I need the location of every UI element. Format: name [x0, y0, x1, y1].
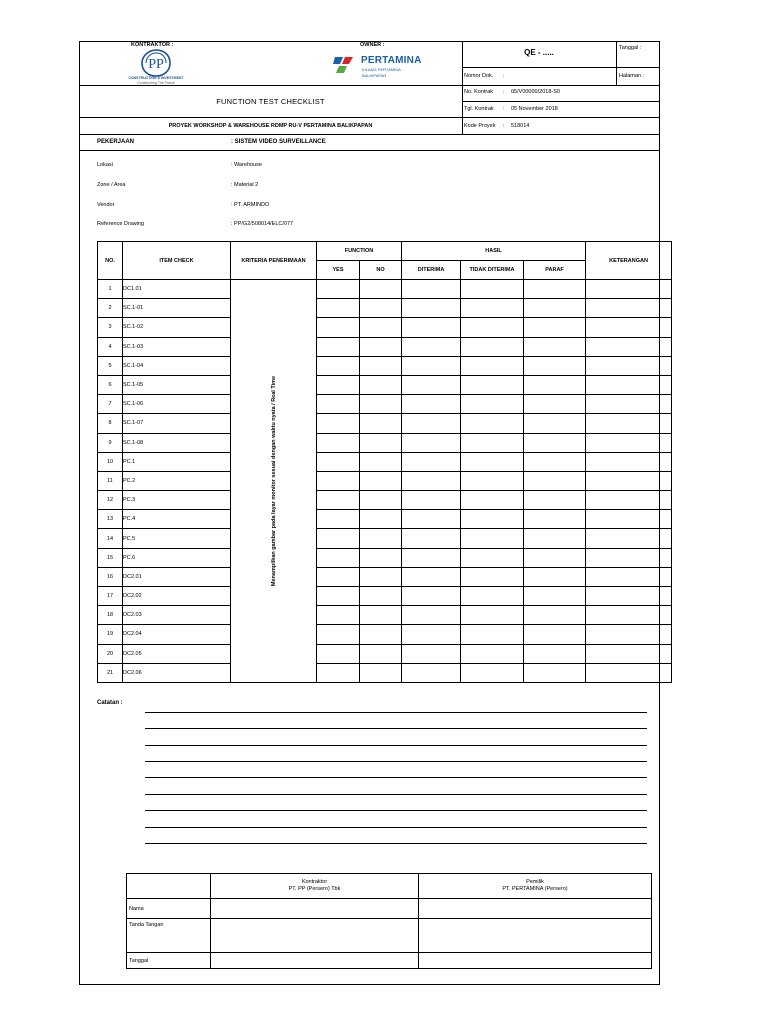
- paraf-cell[interactable]: [524, 491, 586, 510]
- row-number: 21: [98, 663, 123, 682]
- yes-checkbox[interactable]: [317, 529, 360, 548]
- colon: :: [503, 123, 505, 129]
- paraf-cell[interactable]: [524, 318, 586, 337]
- row-item-check: DC2.05: [123, 644, 231, 663]
- table-row: [98, 491, 672, 510]
- yes-checkbox[interactable]: [317, 491, 360, 510]
- col-header-no: NO.: [98, 242, 123, 280]
- yes-checkbox[interactable]: [317, 318, 360, 337]
- info-label-zone: Zone / Area: [97, 182, 126, 188]
- no-checkbox[interactable]: [360, 625, 402, 644]
- row-item-check: PC.4: [123, 510, 231, 529]
- diterima-cell[interactable]: [402, 375, 461, 394]
- diterima-cell[interactable]: [402, 529, 461, 548]
- row-number: 6: [98, 375, 123, 394]
- kontraktor-nama-field[interactable]: [211, 899, 419, 919]
- paraf-cell[interactable]: [524, 356, 586, 375]
- table-row: [98, 280, 672, 299]
- row-number: 12: [98, 491, 123, 510]
- pemilik-nama-field[interactable]: [419, 899, 652, 919]
- kode-proyek-value: 518014: [511, 123, 530, 129]
- colon: :: [503, 89, 505, 95]
- row-item-check: SC.1-03: [123, 337, 231, 356]
- page-title: FUNCTION TEST CHECKLIST: [216, 97, 325, 106]
- no-checkbox[interactable]: [360, 433, 402, 452]
- no-checkbox[interactable]: [360, 375, 402, 394]
- signature-table: [126, 873, 652, 969]
- no-kontrak-label: No. Kontrak: [464, 89, 494, 95]
- kontraktor-role: Kontraktor: [301, 879, 328, 885]
- diterima-cell[interactable]: [402, 395, 461, 414]
- tidak-diterima-cell[interactable]: [461, 452, 524, 471]
- diterima-cell[interactable]: [402, 663, 461, 682]
- kriteria-cell: [231, 280, 317, 683]
- info-label-vendor: Vendor: [97, 202, 115, 208]
- diterima-cell[interactable]: [402, 280, 461, 299]
- tanggal-sign-label: Tanggal: [127, 953, 211, 969]
- tidak-diterima-cell[interactable]: [461, 433, 524, 452]
- doc-code: QE - .....: [524, 48, 554, 57]
- col-header-paraf: PARAF: [524, 261, 586, 280]
- row-item-check: DC2.01: [123, 567, 231, 586]
- nomor-dok-sep: :: [503, 73, 505, 79]
- row-number: 11: [98, 471, 123, 490]
- tidak-diterima-cell[interactable]: [461, 414, 524, 433]
- header-divider: [79, 85, 660, 86]
- notes-line[interactable]: [145, 827, 647, 828]
- pp-logo-caption-1: CONSTRUCTION & INVESTMENT: [128, 76, 184, 80]
- table-row: [98, 587, 672, 606]
- row-item-check: DC2.02: [123, 587, 231, 606]
- ttd-label: Tanda Tangan: [127, 919, 211, 953]
- tidak-diterima-cell[interactable]: [461, 280, 524, 299]
- pemilik-signature-field[interactable]: [419, 919, 652, 953]
- row-number: 3: [98, 318, 123, 337]
- keterangan-cell[interactable]: [586, 452, 672, 471]
- notes-label: Catatan :: [97, 700, 123, 706]
- pertamina-sub-1: KILANG PERTAMINA: [362, 67, 401, 72]
- keterangan-cell[interactable]: [586, 433, 672, 452]
- paraf-cell[interactable]: [524, 299, 586, 318]
- tidak-diterima-cell[interactable]: [461, 567, 524, 586]
- keterangan-cell[interactable]: [586, 567, 672, 586]
- pertamina-logo-icon: [333, 54, 357, 74]
- info-value-vendor: : PT. ARMINDO: [231, 202, 270, 208]
- row-number: 16: [98, 567, 123, 586]
- tidak-diterima-cell[interactable]: [461, 587, 524, 606]
- owner-label: OWNER :: [360, 42, 385, 48]
- tidak-diterima-cell[interactable]: [461, 606, 524, 625]
- row-number: 10: [98, 452, 123, 471]
- tidak-diterima-cell[interactable]: [461, 548, 524, 567]
- signature-corner: [127, 874, 211, 899]
- yes-checkbox[interactable]: [317, 433, 360, 452]
- paraf-cell[interactable]: [524, 375, 586, 394]
- yes-checkbox[interactable]: [317, 644, 360, 663]
- diterima-cell[interactable]: [402, 491, 461, 510]
- table-row: [98, 318, 672, 337]
- row-item-check: PC.3: [123, 491, 231, 510]
- paraf-cell[interactable]: [524, 337, 586, 356]
- pemilik-header: [419, 874, 652, 899]
- paraf-cell[interactable]: [524, 625, 586, 644]
- table-row: [98, 414, 672, 433]
- tidak-diterima-cell[interactable]: [461, 337, 524, 356]
- row-item-check: PC.1: [123, 452, 231, 471]
- paraf-cell[interactable]: [524, 587, 586, 606]
- pekerjaan-label: PEKERJAAN: [97, 139, 135, 145]
- header-divider: [79, 117, 660, 118]
- yes-checkbox[interactable]: [317, 625, 360, 644]
- row-number: 18: [98, 606, 123, 625]
- no-checkbox[interactable]: [360, 491, 402, 510]
- row-number: 1: [98, 280, 123, 299]
- paraf-cell[interactable]: [524, 567, 586, 586]
- yes-checkbox[interactable]: [317, 395, 360, 414]
- no-checkbox[interactable]: [360, 587, 402, 606]
- table-row: [98, 567, 672, 586]
- no-checkbox[interactable]: [360, 280, 402, 299]
- table-row: [98, 663, 672, 682]
- keterangan-cell[interactable]: [586, 471, 672, 490]
- paraf-cell[interactable]: [524, 510, 586, 529]
- table-row: [98, 299, 672, 318]
- row-item-check: SC.1-06: [123, 395, 231, 414]
- notes-line[interactable]: [145, 745, 647, 746]
- paraf-cell[interactable]: [524, 433, 586, 452]
- diterima-cell[interactable]: [402, 510, 461, 529]
- keterangan-cell[interactable]: [586, 529, 672, 548]
- kontraktor-tanggal-field[interactable]: [211, 953, 419, 969]
- no-checkbox[interactable]: [360, 548, 402, 567]
- keterangan-cell[interactable]: [586, 644, 672, 663]
- diterima-cell[interactable]: [402, 356, 461, 375]
- row-number: 19: [98, 625, 123, 644]
- no-checkbox[interactable]: [360, 452, 402, 471]
- keterangan-cell[interactable]: [586, 625, 672, 644]
- row-number: 5: [98, 356, 123, 375]
- no-checkbox[interactable]: [360, 644, 402, 663]
- kontraktor-header: [211, 874, 419, 899]
- no-checkbox[interactable]: [360, 395, 402, 414]
- no-checkbox[interactable]: [360, 299, 402, 318]
- info-label-lokasi: Lokasi: [97, 162, 113, 168]
- row-item-check: PC.2: [123, 471, 231, 490]
- pp-logo-caption-2: Constructing The Future: [137, 81, 175, 85]
- table-row: [98, 337, 672, 356]
- paraf-cell[interactable]: [524, 529, 586, 548]
- yes-checkbox[interactable]: [317, 299, 360, 318]
- halaman-label: Halaman :: [619, 73, 645, 79]
- keterangan-cell[interactable]: [586, 510, 672, 529]
- row-number: 4: [98, 337, 123, 356]
- diterima-cell[interactable]: [402, 433, 461, 452]
- tidak-diterima-cell[interactable]: [461, 663, 524, 682]
- row-number: 2: [98, 299, 123, 318]
- no-checkbox[interactable]: [360, 337, 402, 356]
- row-number: 7: [98, 395, 123, 414]
- keterangan-cell[interactable]: [586, 337, 672, 356]
- table-row: [98, 548, 672, 567]
- kontraktor-company: PT. PP (Persero) Tbk: [288, 886, 341, 892]
- row-number: 13: [98, 510, 123, 529]
- row-item-check: SC.1-04: [123, 356, 231, 375]
- paraf-cell[interactable]: [524, 471, 586, 490]
- pekerjaan-value: : SISTEM VIDEO SURVEILLANCE: [231, 139, 326, 145]
- header-divider: [79, 134, 660, 135]
- row-item-check: SC.1-07: [123, 414, 231, 433]
- row-number: 8: [98, 414, 123, 433]
- tidak-diterima-cell[interactable]: [461, 529, 524, 548]
- project-name: PROYEK WORKSHOP & WAREHOUSE RDMP RU-V PERTAMINA BALIKPAPAN: [168, 123, 373, 129]
- tidak-diterima-cell[interactable]: [461, 644, 524, 663]
- table-row: [98, 433, 672, 452]
- no-checkbox[interactable]: [360, 318, 402, 337]
- yes-checkbox[interactable]: [317, 548, 360, 567]
- tidak-diterima-cell[interactable]: [461, 510, 524, 529]
- col-header-tidak-diterima: TIDAK DITERIMA: [461, 261, 524, 280]
- table-row: [98, 356, 672, 375]
- pertamina-sub-2: BALIKPAPAN: [362, 73, 387, 78]
- row-number: 17: [98, 587, 123, 606]
- diterima-cell[interactable]: [402, 644, 461, 663]
- keterangan-cell[interactable]: [586, 587, 672, 606]
- table-row: [98, 625, 672, 644]
- row-item-check: SC.1-02: [123, 318, 231, 337]
- header-divider: [462, 101, 660, 102]
- no-checkbox[interactable]: [360, 414, 402, 433]
- keterangan-cell[interactable]: [586, 280, 672, 299]
- paraf-cell[interactable]: [524, 663, 586, 682]
- table-row: [98, 529, 672, 548]
- header-divider: [79, 150, 660, 151]
- no-checkbox[interactable]: [360, 567, 402, 586]
- pemilik-company: PT. PERTAMINA (Persero): [502, 886, 568, 892]
- keterangan-cell[interactable]: [586, 414, 672, 433]
- col-header-no-function: NO: [360, 261, 402, 280]
- diterima-cell[interactable]: [402, 625, 461, 644]
- tidak-diterima-cell[interactable]: [461, 299, 524, 318]
- yes-checkbox[interactable]: [317, 356, 360, 375]
- notes-line[interactable]: [145, 794, 647, 795]
- col-header-function: FUNCTION: [317, 242, 402, 261]
- info-value-zone: : Material 2: [231, 182, 259, 188]
- nomor-dok-label: Nomor Dok.: [464, 73, 494, 79]
- no-checkbox[interactable]: [360, 510, 402, 529]
- colon: :: [503, 106, 505, 112]
- row-item-check: DC2.06: [123, 663, 231, 682]
- no-checkbox[interactable]: [360, 663, 402, 682]
- yes-checkbox[interactable]: [317, 606, 360, 625]
- nama-label: Nama: [127, 899, 211, 919]
- keterangan-cell[interactable]: [586, 491, 672, 510]
- row-item-check: DC1.01: [123, 280, 231, 299]
- keterangan-cell[interactable]: [586, 606, 672, 625]
- col-header-diterima: DITERIMA: [402, 261, 461, 280]
- table-row: [98, 375, 672, 394]
- diterima-cell[interactable]: [402, 567, 461, 586]
- contractor-label: KONTRAKTOR :: [131, 42, 174, 48]
- row-item-check: SC.1-08: [123, 433, 231, 452]
- table-row: [98, 644, 672, 663]
- yes-checkbox[interactable]: [317, 452, 360, 471]
- pp-logo-text: PP: [148, 57, 164, 72]
- paraf-cell[interactable]: [524, 452, 586, 471]
- keterangan-cell[interactable]: [586, 299, 672, 318]
- row-number: 9: [98, 433, 123, 452]
- diterima-cell[interactable]: [402, 548, 461, 567]
- row-number: 20: [98, 644, 123, 663]
- info-value-lokasi: : Warehouse: [231, 162, 262, 168]
- pemilik-role: Pemilik: [526, 879, 544, 885]
- tidak-diterima-cell[interactable]: [461, 491, 524, 510]
- paraf-cell[interactable]: [524, 644, 586, 663]
- keterangan-cell[interactable]: [586, 663, 672, 682]
- yes-checkbox[interactable]: [317, 337, 360, 356]
- tidak-diterima-cell[interactable]: [461, 356, 524, 375]
- yes-checkbox[interactable]: [317, 510, 360, 529]
- no-checkbox[interactable]: [360, 529, 402, 548]
- diterima-cell[interactable]: [402, 471, 461, 490]
- paraf-cell[interactable]: [524, 548, 586, 567]
- col-header-yes: YES: [317, 261, 360, 280]
- yes-checkbox[interactable]: [317, 663, 360, 682]
- paraf-cell[interactable]: [524, 606, 586, 625]
- pp-logo: [136, 49, 176, 77]
- row-number: 15: [98, 548, 123, 567]
- row-item-check: DC2.04: [123, 625, 231, 644]
- paraf-cell[interactable]: [524, 395, 586, 414]
- keterangan-cell[interactable]: [586, 318, 672, 337]
- notes-line[interactable]: [145, 712, 647, 713]
- kontraktor-signature-field[interactable]: [211, 919, 419, 953]
- row-number: 14: [98, 529, 123, 548]
- yes-checkbox[interactable]: [317, 471, 360, 490]
- diterima-cell[interactable]: [402, 452, 461, 471]
- notes-line[interactable]: [145, 728, 647, 729]
- table-row: [98, 395, 672, 414]
- col-header-item: ITEM CHECK: [123, 242, 231, 280]
- header-divider: [616, 41, 617, 85]
- checklist-table: [97, 241, 672, 683]
- keterangan-cell[interactable]: [586, 356, 672, 375]
- notes-line[interactable]: [145, 777, 647, 778]
- diterima-cell[interactable]: [402, 414, 461, 433]
- col-header-keterangan: KETERANGAN: [586, 242, 672, 280]
- tanggal-label: Tanggal :: [619, 45, 642, 51]
- info-value-drawing: : PP/G2/508014/ELC/077: [231, 221, 294, 227]
- tidak-diterima-cell[interactable]: [461, 375, 524, 394]
- table-row: [98, 606, 672, 625]
- paraf-cell[interactable]: [524, 280, 586, 299]
- tidak-diterima-cell[interactable]: [461, 318, 524, 337]
- table-row: [98, 510, 672, 529]
- tidak-diterima-cell[interactable]: [461, 395, 524, 414]
- kode-proyek-label: Kode Proyek: [464, 123, 496, 129]
- diterima-cell[interactable]: [402, 318, 461, 337]
- tgl-kontrak-label: Tgl. Kontrak: [464, 106, 494, 112]
- yes-checkbox[interactable]: [317, 375, 360, 394]
- diterima-cell[interactable]: [402, 299, 461, 318]
- kriteria-text: Menampilkan gambar pada layar monitor sesuai dengan waktu nyata / Real Time: [270, 375, 277, 587]
- keterangan-cell[interactable]: [586, 375, 672, 394]
- row-item-check: SC.1-05: [123, 375, 231, 394]
- row-item-check: SC.1-01: [123, 299, 231, 318]
- row-item-check: DC2.03: [123, 606, 231, 625]
- table-row: [98, 471, 672, 490]
- yes-checkbox[interactable]: [317, 587, 360, 606]
- no-kontrak-value: 05/V00000/2018-S0: [511, 89, 560, 95]
- row-item-check: PC.6: [123, 548, 231, 567]
- tgl-kontrak-value: 05 November 2018: [511, 106, 558, 112]
- pemilik-tanggal-field[interactable]: [419, 953, 652, 969]
- col-header-hasil: HASIL: [402, 242, 586, 261]
- no-checkbox[interactable]: [360, 356, 402, 375]
- no-checkbox[interactable]: [360, 606, 402, 625]
- keterangan-cell[interactable]: [586, 548, 672, 567]
- diterima-cell[interactable]: [402, 587, 461, 606]
- diterima-cell[interactable]: [402, 337, 461, 356]
- row-item-check: PC.5: [123, 529, 231, 548]
- no-checkbox[interactable]: [360, 471, 402, 490]
- keterangan-cell[interactable]: [586, 395, 672, 414]
- tidak-diterima-cell[interactable]: [461, 625, 524, 644]
- info-label-drawing: Reference Drawing: [97, 221, 145, 227]
- paraf-cell[interactable]: [524, 414, 586, 433]
- table-row: [98, 452, 672, 471]
- header-divider: [462, 67, 660, 68]
- yes-checkbox[interactable]: [317, 567, 360, 586]
- notes-line[interactable]: [145, 810, 647, 811]
- pertamina-name: PERTAMINA: [361, 55, 422, 66]
- notes-line[interactable]: [145, 843, 647, 844]
- diterima-cell[interactable]: [402, 606, 461, 625]
- yes-checkbox[interactable]: [317, 280, 360, 299]
- col-header-kriteria: KRITERIA PENERIMAAN: [231, 242, 317, 280]
- notes-line[interactable]: [145, 761, 647, 762]
- yes-checkbox[interactable]: [317, 414, 360, 433]
- tidak-diterima-cell[interactable]: [461, 471, 524, 490]
